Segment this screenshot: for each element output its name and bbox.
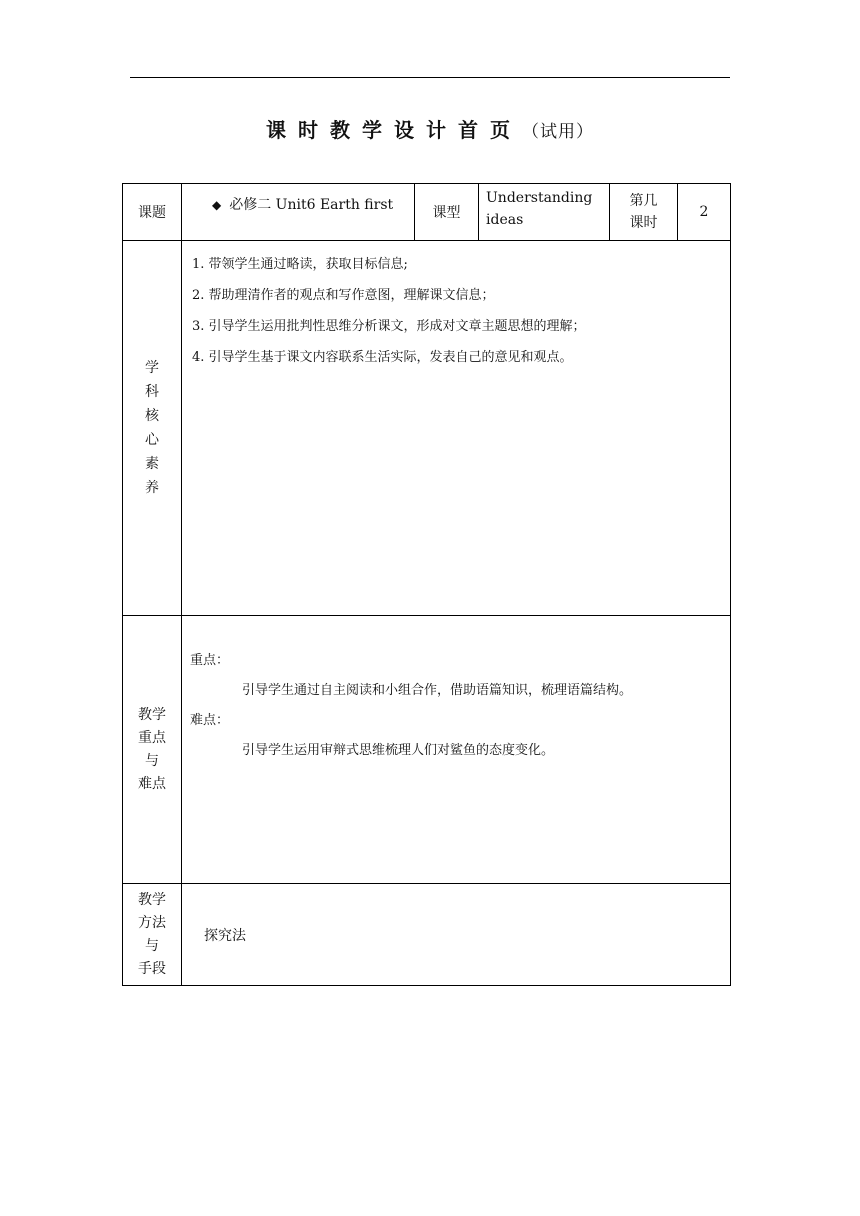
focus-label-line: 重点 bbox=[138, 729, 166, 746]
competency-item: 3. 引导学生运用批判性思维分析课文，形成对文章主题思想的理解； bbox=[192, 319, 586, 334]
method-label-line: 手段 bbox=[138, 960, 166, 977]
type-value-line1: Understanding bbox=[486, 190, 593, 206]
competency-item: 4. 引导学生基于课文内容联系生活实际，发表自己的意见和观点。 bbox=[192, 350, 573, 365]
header-row bbox=[123, 184, 731, 241]
competency-row bbox=[123, 241, 731, 616]
focus-label bbox=[123, 616, 182, 884]
method-label-line: 教学 bbox=[138, 891, 166, 908]
lesson-design-table bbox=[122, 183, 731, 986]
difficult-point-label: 难点： bbox=[190, 713, 230, 728]
method-row bbox=[123, 884, 731, 986]
focus-row bbox=[123, 616, 731, 884]
lesson-value: 必修二 Unit6 Earth first bbox=[229, 197, 394, 213]
title-suffix: （试用） bbox=[522, 122, 594, 142]
lesson-label: 课题 bbox=[123, 184, 182, 241]
period-label-line2: 课时 bbox=[629, 215, 658, 231]
lesson-value-cell bbox=[182, 184, 415, 241]
focus-label-line: 教学 bbox=[138, 706, 166, 723]
period-label-cell bbox=[610, 184, 678, 241]
competency-label-char: 科 bbox=[145, 384, 159, 400]
competency-item: 1. 带领学生通过略读，获取目标信息; bbox=[192, 257, 408, 272]
page-title bbox=[0, 114, 860, 143]
competency-label-char: 养 bbox=[145, 480, 159, 496]
competency-item: 2. 帮助理清作者的观点和写作意图，理解课文信息； bbox=[192, 288, 495, 303]
competency-label-char: 学 bbox=[145, 360, 159, 376]
competency-label bbox=[123, 241, 182, 616]
focus-label-line: 与 bbox=[145, 752, 159, 769]
competency-label-char: 心 bbox=[145, 432, 159, 448]
focus-content bbox=[182, 616, 731, 884]
competency-content bbox=[182, 241, 731, 616]
key-point-label: 重点： bbox=[190, 653, 230, 668]
period-value: 2 bbox=[678, 184, 731, 241]
competency-label-char: 核 bbox=[145, 408, 159, 424]
method-value: 探究法 bbox=[182, 884, 731, 986]
period-label-line1: 第几 bbox=[629, 193, 658, 209]
type-value-line2: ideas bbox=[486, 212, 524, 228]
key-point-text: 引导学生通过自主阅读和小组合作，借助语篇知识，梳理语篇结构。 bbox=[242, 683, 633, 698]
type-value-cell bbox=[479, 184, 610, 241]
method-label-line: 与 bbox=[145, 937, 159, 954]
difficult-point-text: 引导学生运用审辩式思维梳理人们对鲨鱼的态度变化。 bbox=[242, 743, 555, 758]
title-main: 课时教学设计首页 bbox=[266, 118, 522, 142]
competency-label-char: 素 bbox=[145, 456, 159, 472]
method-label-line: 方法 bbox=[138, 914, 166, 931]
focus-label-line: 难点 bbox=[138, 775, 166, 792]
diamond-bullet-icon: ◆ bbox=[212, 198, 222, 212]
type-label: 课型 bbox=[415, 184, 479, 241]
method-label bbox=[123, 884, 182, 986]
header-rule bbox=[130, 77, 730, 78]
